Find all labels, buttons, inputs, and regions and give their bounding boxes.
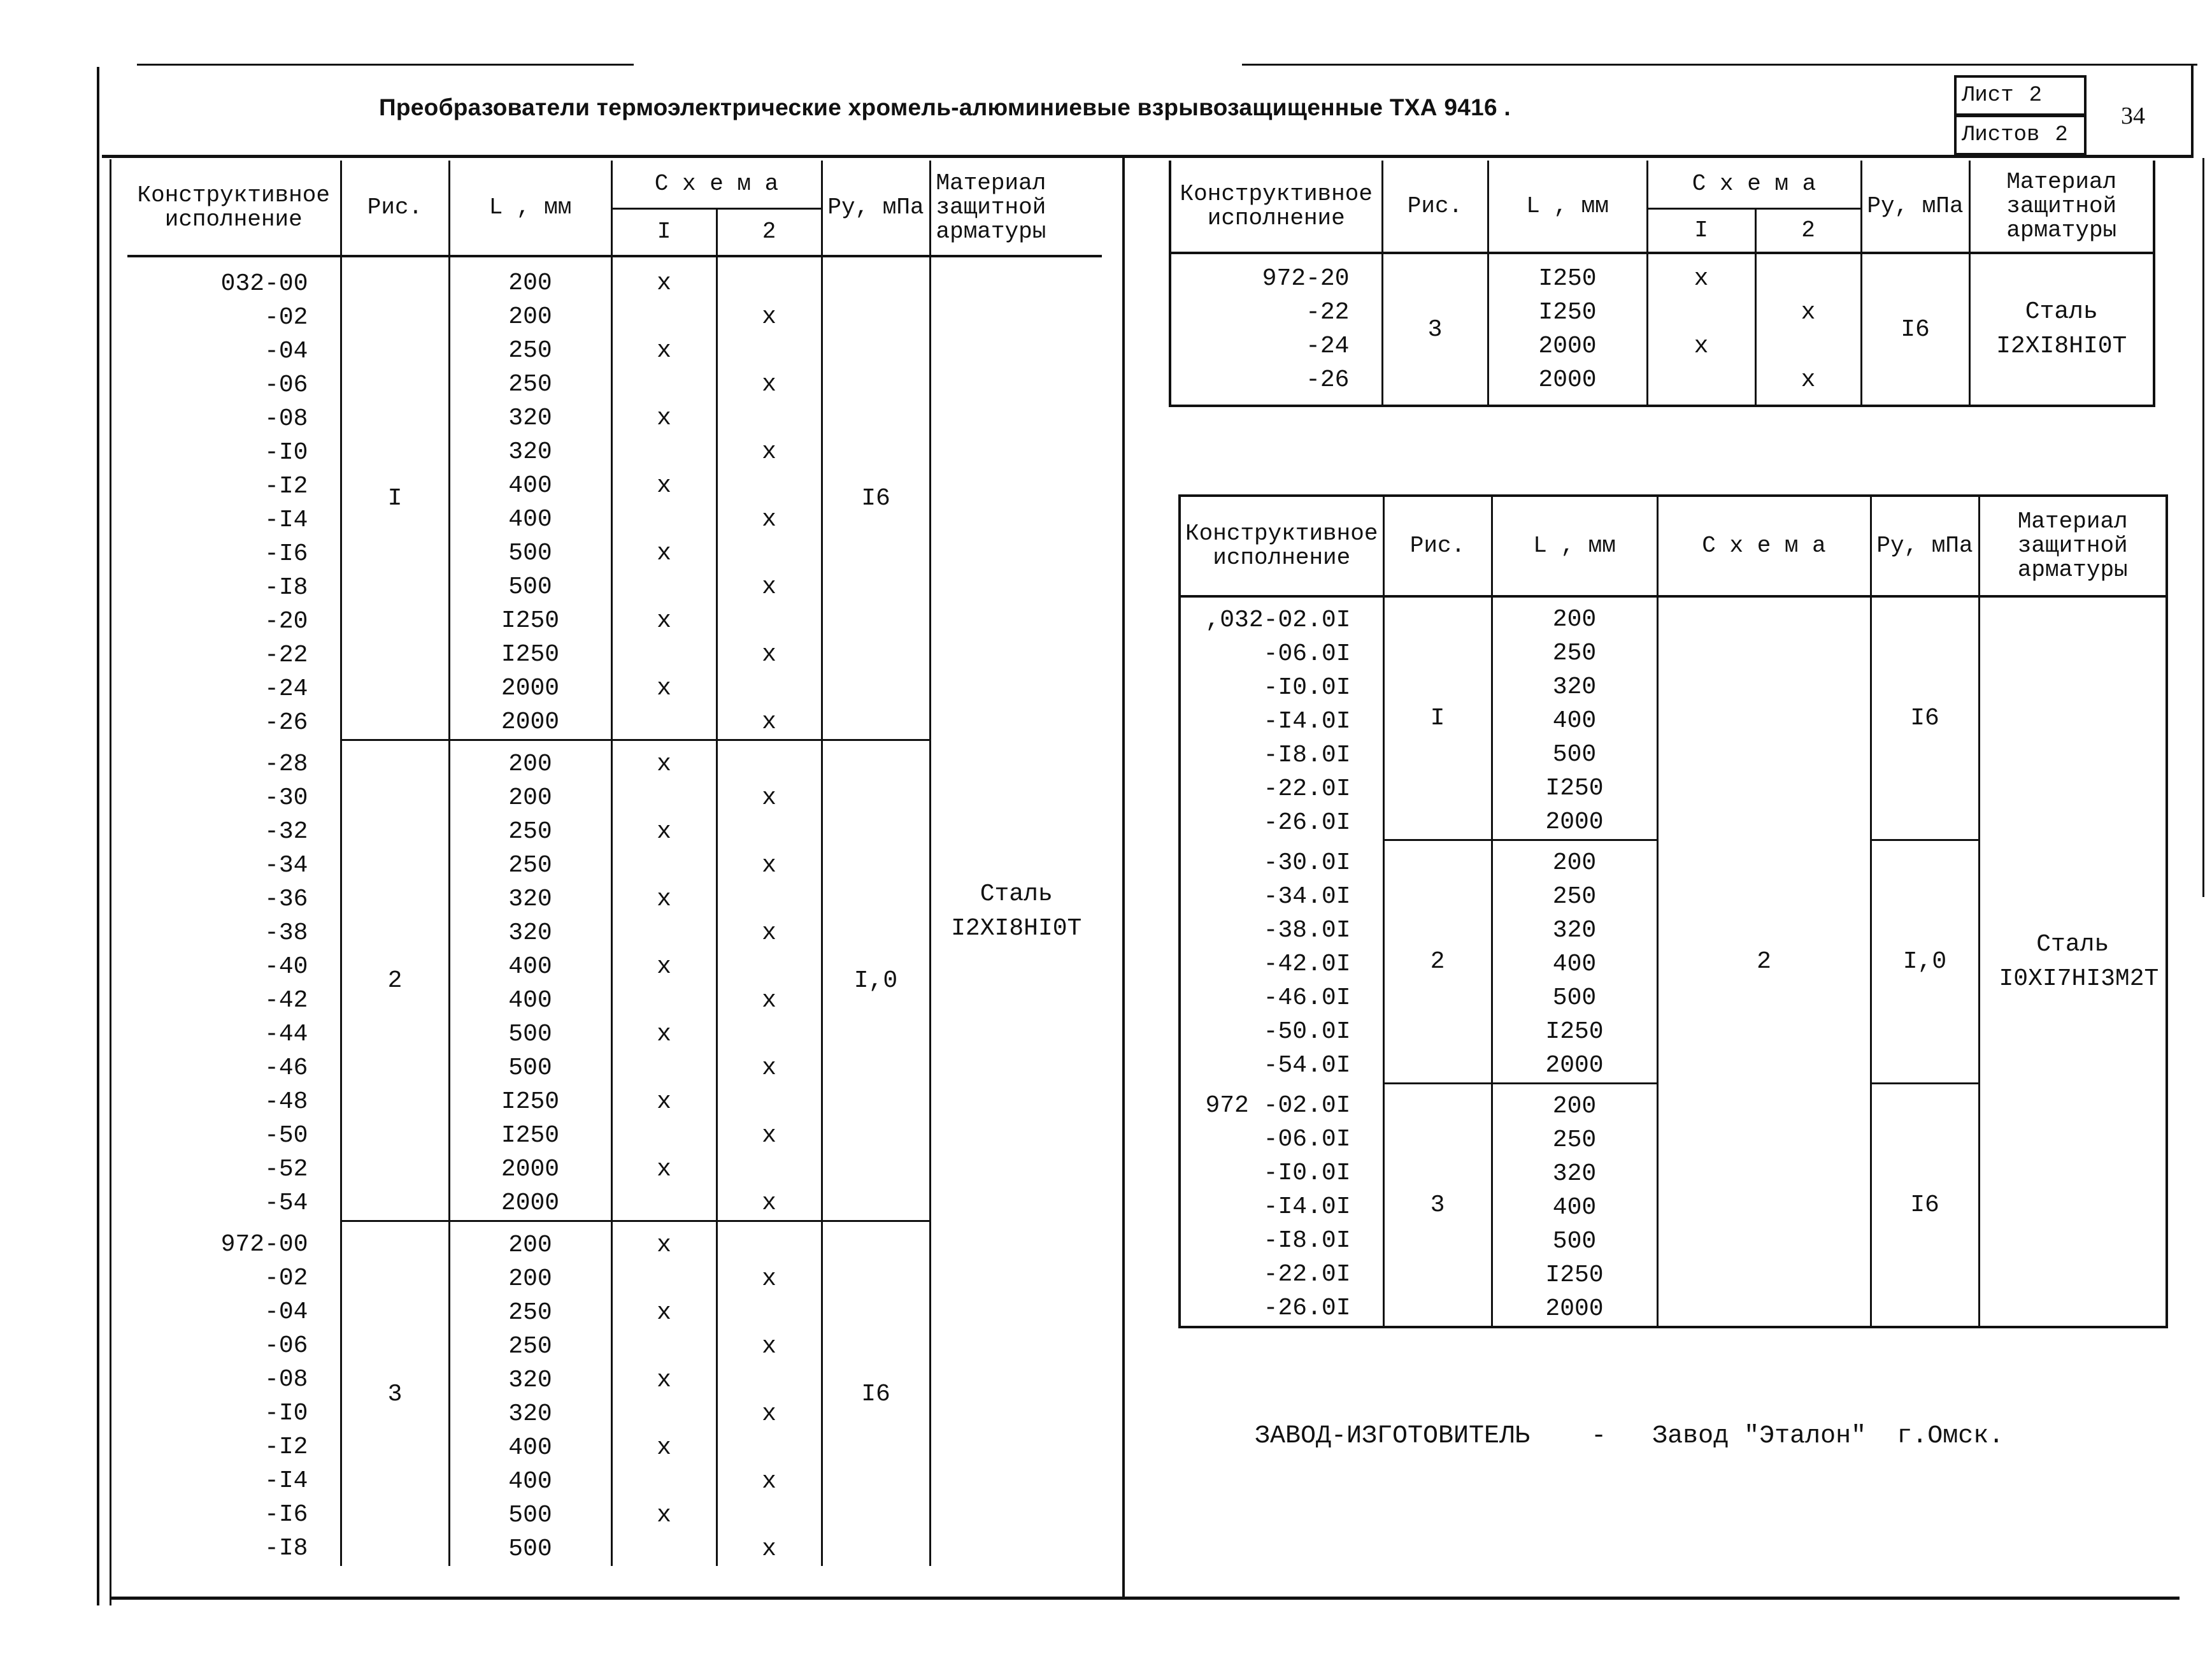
- design-code: -I0.0I: [1263, 1160, 1351, 1188]
- scheme-2-mark: [718, 950, 821, 984]
- t3-col-length-header: L , мм: [1492, 496, 1657, 596]
- length-value: 400: [508, 1434, 552, 1461]
- scheme-2-mark: [718, 671, 821, 705]
- scheme-1-mark: x: [657, 1434, 671, 1461]
- design-code: -I8: [264, 573, 308, 601]
- length-value: 250: [508, 1299, 552, 1326]
- design-code: -I0: [264, 1400, 308, 1428]
- length-value: I250: [1538, 299, 1597, 326]
- sheets-label: Листов: [1962, 123, 2040, 147]
- scheme-1-mark: [613, 705, 716, 739]
- length-value: 200: [508, 1265, 552, 1293]
- design-code: -42.0I: [1263, 951, 1351, 978]
- length-value: 400: [1552, 951, 1597, 978]
- t1-g3-codes: [127, 1221, 341, 1567]
- scheme-2-mark: x: [762, 641, 776, 668]
- length-value: 400: [1552, 707, 1597, 735]
- design-code: -06: [264, 371, 308, 399]
- scheme-1-mark: x: [657, 1231, 671, 1259]
- length-value: 250: [508, 1333, 552, 1360]
- design-code: -06.0I: [1263, 1126, 1351, 1154]
- length-value: 250: [508, 337, 552, 364]
- length-value: 500: [508, 573, 552, 601]
- header-bottom-rule: [102, 155, 2191, 158]
- design-code: -I2: [264, 472, 308, 500]
- design-code: -26.0I: [1263, 1295, 1351, 1323]
- design-code: -26: [264, 708, 308, 736]
- sheets-value: 2: [2055, 123, 2068, 147]
- sheet-label: Лист: [1962, 83, 2014, 108]
- t2-col-length-header: L , мм: [1488, 161, 1647, 253]
- t3-col-pressure-header: Ру, мПа: [1871, 496, 1979, 596]
- scheme-1-mark: [613, 503, 716, 536]
- design-code: -26: [1306, 366, 1350, 394]
- scheme-2-mark: x: [762, 919, 776, 947]
- t3-g1-fig: I: [1383, 596, 1492, 840]
- scheme-1-mark: x: [1694, 333, 1709, 360]
- design-code: -22: [264, 641, 308, 669]
- scheme-2-mark: [718, 1296, 821, 1330]
- length-value: 400: [1552, 1194, 1597, 1221]
- t3-g3-codes: [1180, 1084, 1383, 1328]
- design-code: -44: [264, 1021, 308, 1048]
- design-code: -46.0I: [1263, 984, 1351, 1012]
- design-code: -42: [264, 987, 308, 1014]
- design-code: -28: [264, 750, 308, 778]
- scheme-2-mark: [718, 1152, 821, 1186]
- frame-right-margin: [2202, 158, 2204, 897]
- scheme-2-mark: [718, 1498, 821, 1532]
- scheme-1-mark: [613, 1119, 716, 1152]
- design-code: -26.0I: [1263, 808, 1351, 836]
- design-code: -38: [264, 919, 308, 947]
- scheme-1-mark: x: [657, 269, 671, 297]
- scheme-2-mark: x: [762, 303, 776, 331]
- t1-g3-lengths: [449, 1221, 611, 1567]
- table-bottom-right: [1178, 494, 2168, 1328]
- length-value: 200: [508, 1231, 552, 1259]
- length-value: I250: [501, 1088, 560, 1116]
- t2-lengths: [1488, 253, 1647, 406]
- scheme-1-mark: [613, 1465, 716, 1498]
- design-code: -I8.0I: [1263, 1227, 1351, 1255]
- col-scheme-1-header: I: [611, 208, 717, 256]
- design-code: -50: [264, 1122, 308, 1149]
- length-value: 500: [508, 1535, 552, 1563]
- scheme-1-mark: [613, 1397, 716, 1431]
- t3-g1-lengths: [1492, 596, 1657, 840]
- scheme-2-mark: [718, 815, 821, 849]
- scheme-1-mark: x: [657, 540, 671, 567]
- t3-col-scheme-header: С х е м а: [1657, 496, 1871, 596]
- scheme-1-mark: [613, 1186, 716, 1220]
- sheet-box: [1954, 75, 2087, 116]
- t2-scheme2: [1755, 253, 1861, 406]
- scheme-1-mark: x: [657, 1156, 671, 1183]
- scheme-1-mark: x: [657, 1299, 671, 1326]
- design-code: -I4: [264, 506, 308, 534]
- scheme-1-mark: [1648, 296, 1755, 329]
- scheme-1-mark: [613, 1330, 716, 1363]
- length-value: I250: [1545, 1018, 1604, 1045]
- design-code: -34: [264, 852, 308, 879]
- design-code: -I6: [264, 540, 308, 568]
- t1-g2-scheme2: [717, 740, 822, 1221]
- scheme-1-mark: [613, 300, 716, 334]
- t2-fig: 3: [1382, 253, 1488, 406]
- design-code: ,032-02.0I: [1205, 606, 1351, 634]
- length-value: 500: [1552, 741, 1597, 768]
- scheme-2-mark: x: [762, 1535, 776, 1563]
- length-value: 2000: [501, 1189, 560, 1217]
- length-value: 200: [508, 303, 552, 331]
- scheme-2-mark: [718, 401, 821, 435]
- scheme-2-mark: x: [762, 1400, 776, 1428]
- t2-col-scheme-header: С х е м а: [1647, 161, 1861, 208]
- t3-g2-lengths: [1492, 840, 1657, 1084]
- design-code: -I8.0I: [1263, 741, 1351, 769]
- col-design-header: Конструктивное исполнение: [127, 161, 341, 256]
- length-value: 2000: [501, 675, 560, 702]
- table-left: [127, 161, 1102, 1566]
- scheme-2-mark: x: [762, 506, 776, 533]
- length-value: 2000: [1545, 808, 1604, 836]
- design-code: -24: [264, 675, 308, 703]
- design-code: -22.0I: [1263, 1261, 1351, 1289]
- t2-col-material-header: Материал защитной арматуры: [1969, 161, 2154, 253]
- length-value: 320: [1552, 673, 1597, 701]
- scheme-2-mark: x: [762, 1265, 776, 1293]
- design-code: 972-20: [1262, 265, 1350, 292]
- document-title: Преобразователи термоэлектрические хромель-алюминиевые взрывозащищенные ТХА 9416 .: [379, 94, 1511, 120]
- design-code: -02: [264, 303, 308, 331]
- design-code: 972-00: [220, 1231, 308, 1259]
- scheme-1-mark: [1648, 363, 1755, 397]
- t2-col-design-header: Конструктивное исполнение: [1170, 161, 1382, 253]
- length-value: 400: [508, 506, 552, 533]
- scheme-1-mark: x: [657, 337, 671, 364]
- design-code: -I8: [264, 1535, 308, 1563]
- length-value: 400: [508, 953, 552, 980]
- design-code: -06: [264, 1332, 308, 1360]
- design-code: -04: [264, 337, 308, 365]
- t2-material: Сталь I2XI8HI0T: [1996, 298, 2127, 360]
- length-value: 2000: [1545, 1052, 1604, 1079]
- scheme-1-mark: x: [657, 1367, 671, 1394]
- table-top-right: [1169, 161, 2155, 407]
- scheme-1-mark: [613, 570, 716, 604]
- length-value: 200: [508, 750, 552, 778]
- t2-codes: [1170, 253, 1382, 406]
- length-value: 200: [1552, 849, 1597, 877]
- scheme-2-mark: [718, 604, 821, 638]
- design-code: -40: [264, 953, 308, 980]
- scheme-2-mark: [718, 1228, 821, 1262]
- scheme-1-mark: x: [1694, 265, 1709, 292]
- length-value: 400: [508, 472, 552, 499]
- scheme-2-mark: x: [762, 1189, 776, 1217]
- t3-g3-fig: 3: [1383, 1084, 1492, 1328]
- t3-g1-codes: [1180, 596, 1383, 840]
- length-value: 320: [508, 438, 552, 466]
- t1-g1-lengths: [449, 256, 611, 740]
- design-code: -30: [264, 784, 308, 812]
- length-value: 500: [508, 1502, 552, 1529]
- t3-col-material-header: Материал защитной арматуры: [1979, 496, 2167, 596]
- scheme-2-mark: x: [762, 987, 776, 1014]
- t1-g3-fig: 3: [341, 1221, 449, 1567]
- scheme-1-mark: x: [657, 675, 671, 702]
- scheme-2-mark: x: [762, 1333, 776, 1360]
- t2-scheme1: [1647, 253, 1755, 406]
- design-code: -38.0I: [1263, 917, 1351, 944]
- scheme-2-mark: x: [762, 1122, 776, 1149]
- length-value: I250: [501, 1122, 560, 1149]
- col-material-header: Материал защитной арматуры: [930, 161, 1102, 256]
- manufacturer-line: [1255, 1422, 2004, 1451]
- scheme-2-mark: [718, 1431, 821, 1465]
- scheme-2-mark: x: [762, 708, 776, 736]
- length-value: 500: [508, 1054, 552, 1082]
- design-code: -06.0I: [1263, 640, 1351, 668]
- length-value: I250: [1545, 775, 1604, 802]
- t1-g2-lengths: [449, 740, 611, 1221]
- t1-material: Сталь I2XI8HI0T: [951, 880, 1082, 942]
- scheme-2-mark: [718, 1085, 821, 1119]
- scheme-2-mark: x: [762, 784, 776, 812]
- length-value: 250: [508, 371, 552, 398]
- sheet-value: 2: [2029, 83, 2043, 108]
- t1-g2-fig: 2: [341, 740, 449, 1221]
- design-code: -08: [264, 1366, 308, 1394]
- length-value: 250: [508, 852, 552, 879]
- length-value: 500: [508, 540, 552, 567]
- design-code: -I0: [264, 438, 308, 466]
- t1-g1-fig: I: [341, 256, 449, 740]
- manufacturer-label: ЗАВОД-ИЗГОТОВИТЕЛЬ: [1255, 1422, 1531, 1451]
- length-value: 400: [508, 1468, 552, 1495]
- design-code: -46: [264, 1054, 308, 1082]
- scheme-2-mark: x: [762, 371, 776, 398]
- scheme-1-mark: x: [657, 607, 671, 635]
- design-code: -I0.0I: [1263, 673, 1351, 701]
- frame-right-border: [2191, 64, 2194, 158]
- scheme-1-mark: [613, 1532, 716, 1566]
- length-value: 500: [508, 1021, 552, 1048]
- scheme-1-mark: [613, 916, 716, 950]
- design-code: -34.0I: [1263, 883, 1351, 910]
- length-value: 500: [1552, 1228, 1597, 1255]
- scheme-2-mark: x: [762, 1054, 776, 1082]
- scheme-1-mark: [613, 781, 716, 815]
- design-code: -54: [264, 1189, 308, 1217]
- manufacturer-dash: -: [1591, 1422, 1607, 1451]
- design-code: -50.0I: [1263, 1018, 1351, 1045]
- length-value: 250: [1552, 640, 1597, 667]
- col-length-header: L , мм: [449, 161, 611, 256]
- design-code: -08: [264, 405, 308, 433]
- scheme-1-mark: [613, 638, 716, 671]
- scheme-2-mark: x: [762, 1468, 776, 1495]
- scheme-2-mark: [718, 536, 821, 570]
- t3-g2-pressure: I,0: [1871, 840, 1979, 1084]
- col-pressure-header: Ру, мПа: [822, 161, 930, 256]
- scheme-2-mark: [718, 266, 821, 300]
- t1-g2-codes: [127, 740, 341, 1221]
- design-code: -20: [264, 607, 308, 635]
- scheme-1-mark: [613, 368, 716, 401]
- length-value: I250: [501, 641, 560, 668]
- t3-col-fig-header: Рис.: [1383, 496, 1492, 596]
- scheme-1-mark: x: [657, 750, 671, 778]
- length-value: 250: [1552, 1126, 1597, 1154]
- t3-material: Сталь I0XI7HI3M2T: [1999, 930, 2159, 993]
- length-value: 2000: [1545, 1295, 1604, 1323]
- scheme-2-mark: [1757, 329, 1860, 363]
- design-code: -I4: [264, 1467, 308, 1495]
- t2-col-pressure-header: Ру, мПа: [1861, 161, 1969, 253]
- scheme-2-mark: [718, 747, 821, 781]
- design-code: -02: [264, 1265, 308, 1293]
- t3-g3-pressure: I6: [1871, 1084, 1979, 1328]
- manufacturer-name: Завод "Эталон" г.Омск.: [1652, 1422, 2004, 1451]
- design-code: 972 -02.0I: [1205, 1092, 1351, 1120]
- length-value: I250: [501, 607, 560, 635]
- t3-g3-lengths: [1492, 1084, 1657, 1328]
- scheme-1-mark: x: [657, 1021, 671, 1048]
- frame-top-rule-left: [137, 64, 634, 66]
- frame-left-border-inner: [110, 159, 111, 1605]
- scheme-1-mark: x: [657, 405, 671, 432]
- t1-g1-scheme1: [611, 256, 717, 740]
- design-code: -I4.0I: [1263, 1193, 1351, 1221]
- col-scheme-2-header: 2: [717, 208, 822, 256]
- design-code: -54.0I: [1263, 1052, 1351, 1079]
- design-code: -52: [264, 1156, 308, 1183]
- scheme-2-mark: x: [762, 852, 776, 879]
- design-code: -36: [264, 886, 308, 913]
- design-code: -04: [264, 1298, 308, 1326]
- frame-top-rule-right: [1242, 64, 2197, 66]
- t3-scheme: 2: [1657, 596, 1871, 1327]
- design-code: -22.0I: [1263, 775, 1351, 803]
- length-value: I250: [1545, 1261, 1604, 1289]
- length-value: 500: [1552, 984, 1597, 1012]
- scheme-2-mark: [1757, 262, 1860, 296]
- scheme-1-mark: [613, 1262, 716, 1296]
- length-value: 200: [508, 269, 552, 297]
- scheme-2-mark: [718, 334, 821, 368]
- t3-g1-pressure: I6: [1871, 596, 1979, 840]
- design-code: -32: [264, 818, 308, 845]
- t1-g1-scheme2: [717, 256, 822, 740]
- frame-bottom-rule: [110, 1597, 2180, 1600]
- length-value: 250: [508, 818, 552, 845]
- length-value: 200: [1552, 1093, 1597, 1120]
- scheme-2-mark: [718, 882, 821, 916]
- t2-pressure: I6: [1861, 253, 1969, 406]
- design-code: -22: [1306, 299, 1350, 326]
- sheets-box: [1954, 115, 2087, 155]
- scheme-1-mark: [613, 1051, 716, 1085]
- t1-g3-pressure: I6: [822, 1221, 930, 1567]
- scheme-1-mark: [613, 849, 716, 882]
- t2-col-scheme-2-header: 2: [1755, 208, 1861, 253]
- scheme-1-mark: x: [657, 472, 671, 499]
- scheme-2-mark: x: [1801, 366, 1816, 394]
- scheme-2-mark: [718, 469, 821, 503]
- scheme-1-mark: x: [657, 1088, 671, 1116]
- design-code: -24: [1306, 333, 1350, 360]
- t2-col-scheme-1-header: I: [1647, 208, 1755, 253]
- design-code: -I6: [264, 1501, 308, 1529]
- scheme-1-mark: [613, 435, 716, 469]
- t3-g2-fig: 2: [1383, 840, 1492, 1084]
- length-value: 320: [1552, 917, 1597, 944]
- t1-g2-pressure: I,0: [822, 740, 930, 1221]
- length-value: 2000: [501, 1156, 560, 1183]
- scheme-1-mark: x: [657, 886, 671, 913]
- design-code: 032-00: [220, 269, 308, 298]
- length-value: 320: [508, 1400, 552, 1428]
- scheme-1-mark: x: [657, 953, 671, 980]
- length-value: 320: [1552, 1160, 1597, 1188]
- t3-g2-codes: [1180, 840, 1383, 1084]
- col-scheme-header: С х е м а: [611, 161, 822, 208]
- length-value: 320: [508, 1367, 552, 1394]
- scheme-2-mark: [718, 1017, 821, 1051]
- column-divider: [1122, 158, 1125, 1597]
- scheme-2-mark: x: [762, 573, 776, 601]
- length-value: 200: [1552, 606, 1597, 633]
- length-value: I250: [1538, 265, 1597, 292]
- length-value: 320: [508, 919, 552, 947]
- page-number: 34: [2121, 103, 2145, 129]
- scheme-1-mark: x: [657, 1502, 671, 1529]
- t2-col-fig-header: Рис.: [1382, 161, 1488, 253]
- frame-left-border: [97, 67, 99, 1605]
- col-fig-header: Рис.: [341, 161, 449, 256]
- design-code: -I2: [264, 1433, 308, 1461]
- length-value: 2000: [1538, 366, 1597, 394]
- t1-g2-scheme1: [611, 740, 717, 1221]
- scheme-2-mark: x: [1801, 299, 1816, 326]
- design-code: -30.0I: [1263, 849, 1351, 877]
- design-code: -48: [264, 1088, 308, 1116]
- t1-g1-codes: [127, 256, 341, 740]
- t3-col-design-header: Конструктивное исполнение: [1180, 496, 1383, 596]
- scheme-1-mark: [613, 984, 716, 1017]
- length-value: 250: [1552, 883, 1597, 910]
- length-value: 320: [508, 405, 552, 432]
- design-code: -I4.0I: [1263, 707, 1351, 735]
- length-value: 400: [508, 987, 552, 1014]
- length-value: 200: [508, 784, 552, 812]
- length-value: 320: [508, 886, 552, 913]
- length-value: 2000: [501, 708, 560, 736]
- scheme-2-mark: x: [762, 438, 776, 466]
- t1-g3-scheme2: [717, 1221, 822, 1567]
- scheme-2-mark: [718, 1363, 821, 1397]
- scheme-1-mark: x: [657, 818, 671, 845]
- t1-g3-scheme1: [611, 1221, 717, 1567]
- length-value: 2000: [1538, 333, 1597, 360]
- t1-g1-pressure: I6: [822, 256, 930, 740]
